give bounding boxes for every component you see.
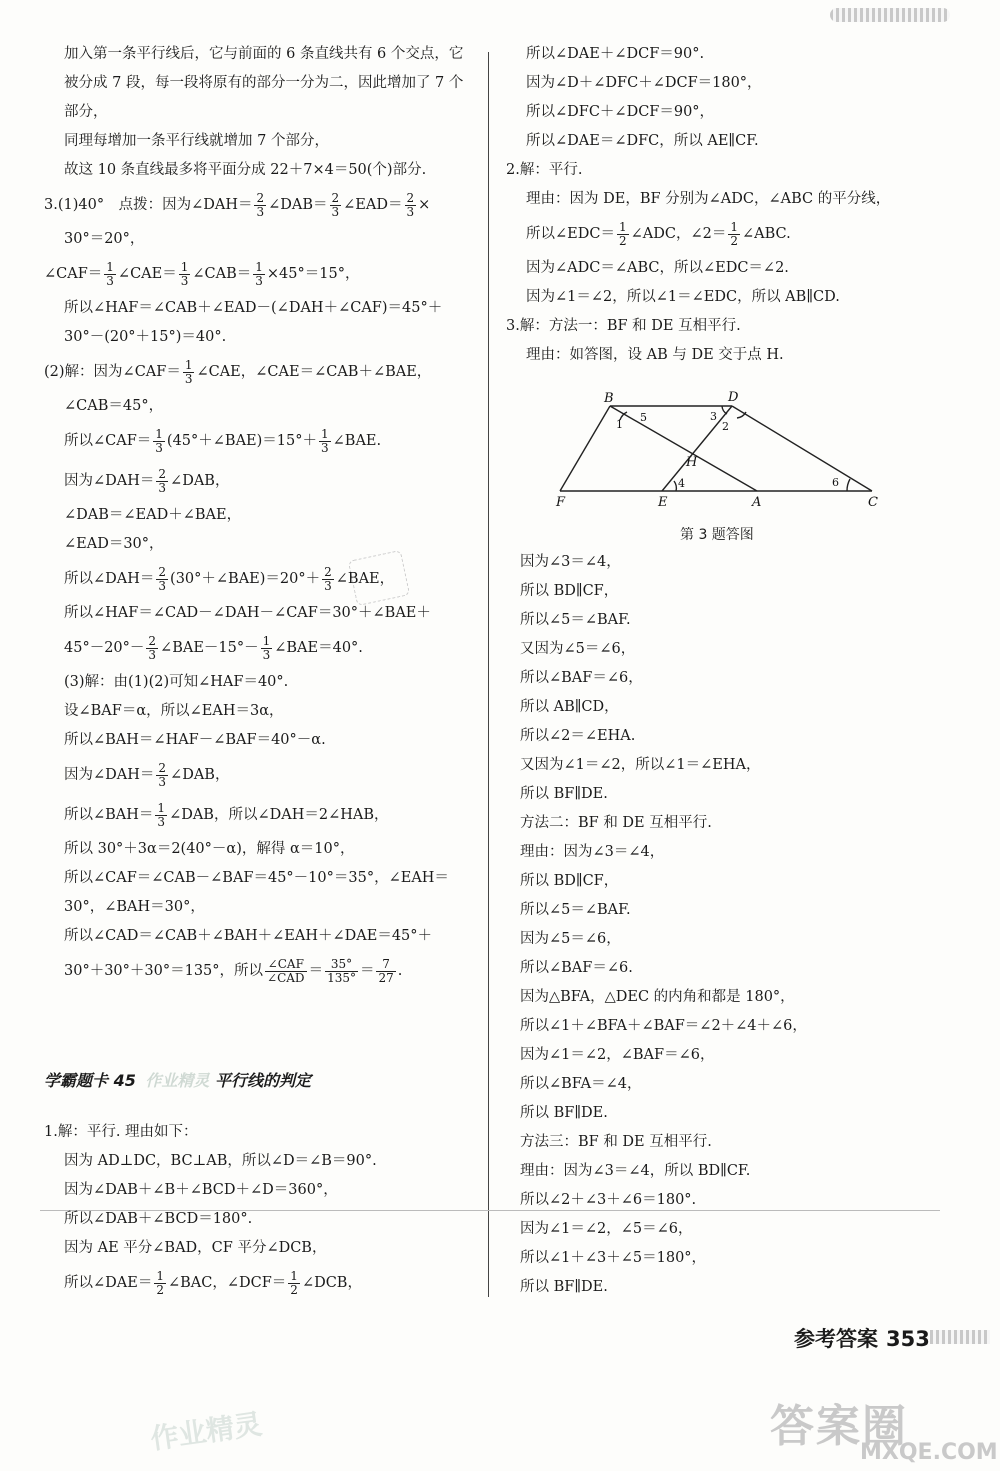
text-line: 所以 BF∥DE. — [520, 1279, 608, 1295]
point-C: C — [868, 495, 878, 510]
page-footer — [794, 1323, 930, 1353]
text-line: 30°－(20°＋15°)＝40°. — [64, 329, 227, 345]
fraction: $\frac{1}{2}$ — [156, 1268, 164, 1297]
text-line: 所以∠5＝∠BAF. — [520, 902, 631, 918]
fraction: $\frac{2}{3}$ — [158, 466, 167, 495]
faded-stamp-text: 作业精灵 — [148, 1407, 264, 1456]
text-line: 理由：因为∠3＝∠4， — [520, 844, 665, 860]
text-line: 所以∠CAD＝∠CAB＋∠BAH＋∠EAH＋∠DAE＝45°＋ — [64, 928, 433, 944]
fraction: $\frac{2}{3}$ — [158, 564, 167, 593]
geometry-figure — [552, 388, 882, 513]
text-line: 理由：如答图，设 AB 与 DE 交于点 H. — [526, 347, 784, 363]
text-line: 2.解：平行. — [506, 162, 583, 178]
dah3-line: 因为∠DAH＝ $\frac{2}{3}$ ∠DAB， — [64, 760, 230, 789]
section-ghost-text: 作业精灵 — [145, 1071, 210, 1090]
fraction: $\frac{1}{3}$ — [262, 633, 271, 662]
fraction: $\frac{1}{2}$ — [618, 219, 627, 248]
text-line: 所以∠BFA＝∠4， — [520, 1076, 642, 1092]
point-E: E — [658, 495, 668, 510]
fraction: $\frac{1}{3}$ — [255, 259, 263, 288]
dah2-line: 所以∠DAH＝ $\frac{2}{3}$ (30°＋∠BAE)＝20°＋ $\frac{2}{3}$ ∠BAE， — [64, 564, 395, 593]
text-line: 所以 30°＋3α＝2(40°－α)，解得 α＝10°， — [64, 841, 355, 857]
fraction: $\frac{2}{3}$ — [148, 633, 157, 662]
footer-label: 参考答案 — [794, 1327, 878, 1351]
text-line: (3)解：由(1)(2)可知∠HAF＝40°. — [64, 674, 289, 690]
text-line: 所以 BD∥CF， — [520, 873, 619, 889]
method-block — [506, 548, 946, 1302]
text-line: 3.解：方法一：BF 和 DE 互相平行. — [506, 318, 741, 334]
text-line: ∠CAB＝45°， — [64, 398, 164, 414]
text-line: 所以∠HAF＝∠CAD－∠DAH－∠CAF＝30°＋∠BAE＋ — [64, 605, 431, 621]
text-line: 因为 AD⊥DC，BC⊥AB，所以∠D＝∠B＝90°. — [64, 1153, 377, 1169]
angle-1: 1 — [616, 418, 623, 431]
q3-2-line: (2)解：因为∠CAF＝ $\frac{1}{3}$ ∠CAE，∠CAE＝∠CAB＋∠BAE， — [44, 357, 432, 386]
text-line: 因为△BFA，△DEC 的内角和都是 180°， — [520, 989, 795, 1005]
text-line: 所以∠DAE＋∠DCF＝90°. — [526, 46, 705, 62]
text-line: 所以∠DFC＋∠DCF＝90°， — [526, 104, 715, 120]
angle-5: 5 — [640, 411, 647, 424]
text-line: 所以∠DAE＝∠DFC，所以 AE∥CF. — [526, 133, 759, 149]
watermark-logo: 答案圈 — [770, 1401, 908, 1452]
text-line: 因为 AE 平分∠BAD，CF 平分∠DCB， — [64, 1240, 327, 1256]
section-1-block — [44, 1118, 474, 1303]
fraction: $\frac{7}{27}$ — [378, 956, 394, 985]
text-line: 所以∠BAF＝∠6. — [520, 960, 633, 976]
fraction: $\frac{2}{3}$ — [331, 190, 340, 219]
text-line: 理由：因为 DE，BF 分别为∠ADC，∠ABC 的平分线， — [526, 191, 891, 207]
r2b-line: 所以∠EDC＝ $\frac{1}{2}$ ∠ADC，∠2＝ $\frac{1}{2}$ ∠ABC. — [526, 219, 791, 248]
fraction: $\frac{1}{2}$ — [290, 1268, 298, 1297]
angle-3: 3 — [710, 410, 717, 423]
haf2b-line: 45°－20°－ $\frac{2}{3}$ ∠BAE－15°－ $\frac{1}{3}$ ∠BAE＝40°. — [64, 633, 363, 662]
text-line: 又因为∠1＝∠2，所以∠1＝∠EHA， — [520, 757, 761, 773]
text-line: 设∠BAF＝α，所以∠EAH＝3α， — [64, 703, 284, 719]
fraction: $\frac{1}{3}$ — [106, 259, 114, 288]
fraction: $\frac{1}{3}$ — [321, 426, 329, 455]
text-line: 因为∠D＋∠DFC＋∠DCF＝180°， — [526, 75, 762, 91]
fraction: $\frac{1}{3}$ — [157, 800, 166, 829]
fraction: $\frac{1}{3}$ — [155, 426, 163, 455]
section-heading: 学霸题卡 45 作业精灵 平行线的判定 — [44, 1071, 312, 1090]
text-line: 方法三：BF 和 DE 互相平行. — [520, 1134, 712, 1150]
page-number: 353 — [886, 1327, 930, 1351]
text-line: 加入第一条平行线后，它与前面的 6 条直线共有 6 个交点，它 — [64, 46, 464, 62]
text-line: 因为∠1＝∠2，∠5＝∠6， — [520, 1221, 693, 1237]
text-line: 所以∠DAB＋∠BCD＝180°. — [64, 1211, 253, 1227]
text-line: 所以∠BAH＝∠HAF－∠BAF＝40°－α. — [64, 732, 326, 748]
text-line: 同理每增加一条平行线就增加 7 个部分， — [64, 133, 329, 149]
text-line: 因为∠ADC＝∠ABC，所以∠EDC＝∠2. — [526, 260, 789, 276]
text-line: ∠DAB＝∠EAD＋∠BAE， — [64, 507, 242, 523]
angle-6: 6 — [832, 476, 839, 489]
angle-2: 2 — [722, 420, 729, 433]
text-line: 因为∠DAB＋∠B＋∠BCD＋∠D＝360°， — [64, 1182, 338, 1198]
text-line: 所以 BD∥CF， — [520, 583, 619, 599]
text-line: 所以 BF∥DE. — [520, 1105, 608, 1121]
q3-1-line: 3.(1)40° 点拨：因为∠DAH＝ $\frac{2}{3}$ ∠DAB＝ $\frac{2}{3}$ ∠EAD＝ $\frac{2}{3}$ × — [44, 190, 431, 219]
text-line: 所以∠1＋∠3＋∠5＝180°， — [520, 1250, 707, 1266]
fraction: $\frac{\text{∠CAF}}{\text{∠CAD}}$ — [267, 956, 305, 985]
fraction: $\frac{1}{3}$ — [184, 357, 193, 386]
fraction: $\frac{1}{2}$ — [730, 219, 738, 248]
point-A: A — [752, 495, 762, 510]
text-line: 部分， — [64, 104, 108, 120]
text-line: 所以∠CAF＝∠CAB－∠BAF＝45°－10°＝35°，∠EAH＝ — [64, 870, 449, 886]
dah1-line: 因为∠DAH＝ $\frac{2}{3}$ ∠DAB， — [64, 466, 230, 495]
caf-line: ∠CAF＝ $\frac{1}{3}$ ∠CAE＝ $\frac{1}{3}$ ∠CAB＝ $\frac{1}{3}$ ×45°＝15°， — [44, 259, 360, 288]
text-line: 因为∠3＝∠4， — [520, 554, 621, 570]
point-B: B — [604, 391, 614, 406]
text-line: 又因为∠5＝∠6， — [520, 641, 636, 657]
text-line: 因为∠1＝∠2，∠BAF＝∠6， — [520, 1047, 715, 1063]
point-D: D — [728, 390, 739, 405]
text-line: 30°＝20°， — [64, 231, 145, 247]
fraction: $\frac{2}{3}$ — [406, 190, 415, 219]
text-line: 理由：因为∠3＝∠4，所以 BD∥CF. — [520, 1163, 751, 1179]
text-line: 30°，∠BAH＝30°， — [64, 899, 205, 915]
text-line: 所以 BF∥DE. — [520, 786, 608, 802]
fraction: $\frac{2}{3}$ — [324, 564, 332, 593]
text-line: 1.解：平行. 理由如下： — [44, 1124, 198, 1140]
point-F: F — [556, 495, 566, 510]
figure-caption: 第 3 题答图 — [680, 527, 754, 543]
cad2-line: 30°＋30°＋30°＝135°，所以 $\frac{\text{∠CAF}}{\text{∠CAD}}$ ＝ $\frac{35^\circ}{135^\circ}$ ＝ $\frac{7}{27}$ . — [64, 956, 403, 985]
text-line: 所以 AB∥CD， — [520, 699, 619, 715]
footer-decoration — [930, 1330, 990, 1344]
fraction: $\frac{2}{3}$ — [158, 760, 167, 789]
text-line: 被分成 7 段，每一段将原有的部分一分为二，因此增加了 7 个 — [64, 75, 464, 91]
text-line: 所以∠HAF＝∠CAB＋∠EAD－(∠DAH＋∠CAF)＝45°＋ — [64, 300, 443, 316]
fraction: $\frac{2}{3}$ — [256, 190, 265, 219]
s1-last-line: 所以∠DAE＝ $\frac{1}{2}$ ∠BAC，∠DCF＝ $\frac{1}{2}$ ∠DCB， — [64, 1268, 362, 1297]
text-line: 所以∠2＋∠3＋∠6＝180°. — [520, 1192, 697, 1208]
text-line: 所以∠5＝∠BAF. — [520, 612, 631, 628]
text-line: 故这 10 条直线最多将平面分成 22＋7×4＝50(个)部分. — [64, 162, 427, 178]
fraction: $\frac{35^\circ}{135^\circ}$ — [327, 956, 356, 985]
text-line: 因为∠5＝∠6， — [520, 931, 621, 947]
point-H: H — [686, 455, 698, 470]
right-column — [506, 40, 946, 370]
text-line: 所以∠1＋∠BFA＋∠BAF＝∠2＋∠4＋∠6， — [520, 1018, 807, 1034]
fraction: $\frac{1}{3}$ — [180, 259, 189, 288]
angle-4: 4 — [678, 477, 685, 490]
text-line: ∠EAD＝30°， — [64, 536, 164, 552]
text-line: 因为∠1＝∠2，所以∠1＝∠EDC，所以 AB∥CD. — [526, 289, 840, 305]
text-line: 方法二：BF 和 DE 互相平行. — [520, 815, 712, 831]
text-line: 所以∠BAF＝∠6， — [520, 670, 643, 686]
caf2-line: 所以∠CAF＝ $\frac{1}{3}$ (45°＋∠BAE)＝15°＋ $\frac{1}{3}$ ∠BAE. — [64, 426, 382, 455]
bah2-line: 所以∠BAH＝ $\frac{1}{3}$ ∠DAB，所以∠DAH＝2∠HAB， — [64, 800, 389, 829]
header-decoration — [830, 8, 950, 22]
column-divider — [488, 52, 489, 1297]
watermark-url: MXQE.COM — [860, 1440, 998, 1465]
left-column — [44, 40, 474, 991]
text-line: 所以∠2＝∠EHA. — [520, 728, 636, 744]
